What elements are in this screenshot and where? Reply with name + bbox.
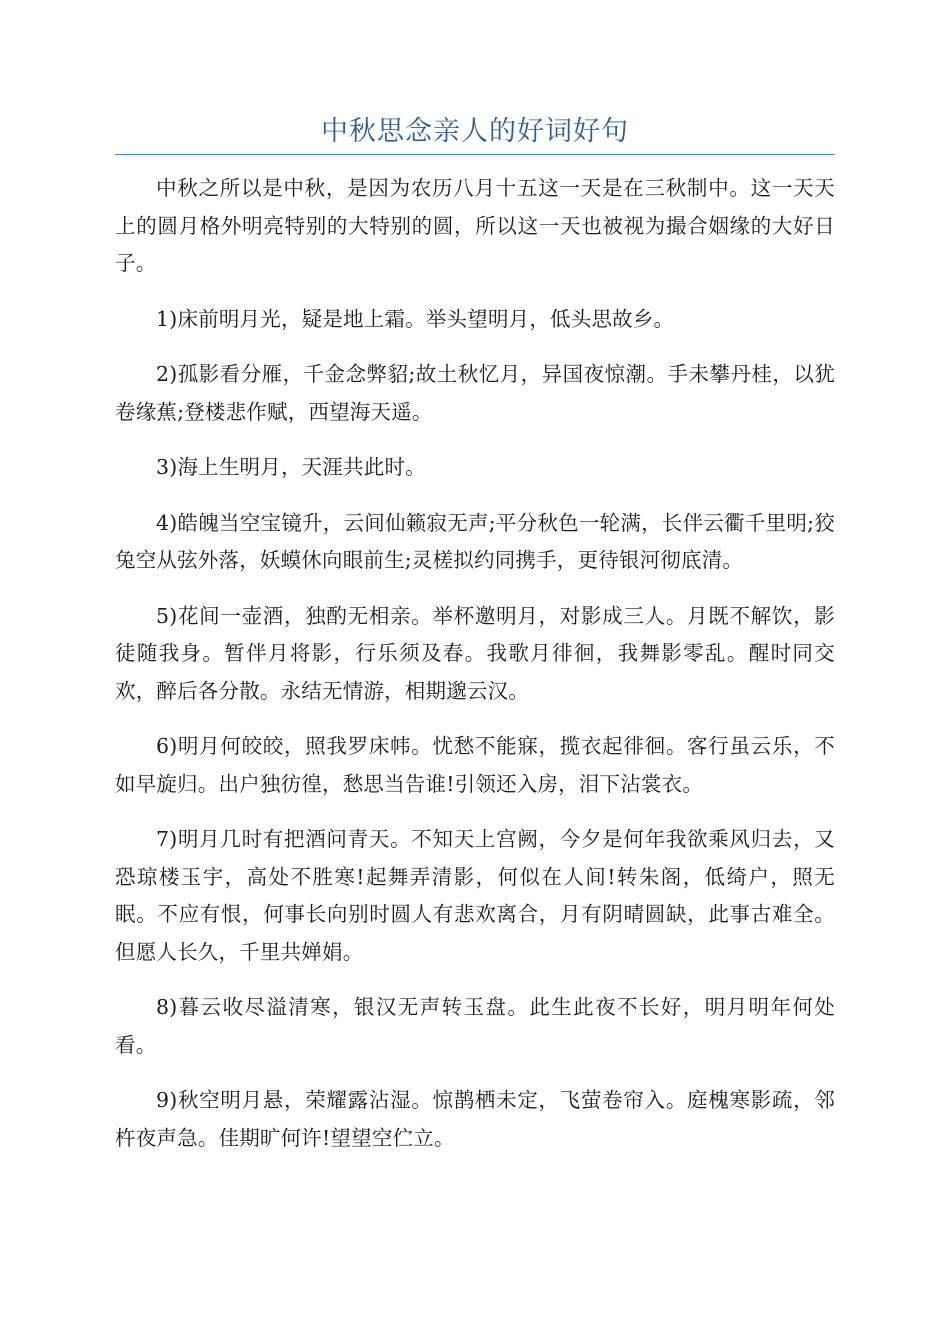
poem-paragraph-1: 1)床前明月光，疑是地上霜。举头望明月，低头思故乡。 (156, 306, 675, 331)
poem-paragraph-4: 4)皓魄当空宝镜升，云间仙籁寂无声;平分秋色一轮满，长伴云衢千里明;狡兔空从弦外落，妖蟆休向眼前生;灵槎拟约同携手，更待银河彻底清。 (115, 510, 835, 572)
intro-paragraph: 中秋之所以是中秋，是因为农历八月十五这一天是在三秋制中。这一天天上的圆月格外明亮特别的大特别的圆，所以这一天也被视为撮合姻缘的大好日子。 (115, 176, 835, 275)
poem-paragraph-3: 3)海上生明月，天涯共此时。 (156, 455, 426, 479)
title-underline (115, 154, 835, 155)
poem-paragraph-9: 9)秋空明月悬，荣耀露沾湿。惊鹊栖未定，飞萤卷帘入。庭槐寒影疏，邻杵夜声急。佳期旷何许!望望空伫立。 (115, 1088, 835, 1150)
document-body (115, 170, 835, 1175)
poem-paragraph-8: 8)暮云收尽溢清寒，银汉无声转玉盘。此生此夜不长好，明月明年何处看。 (115, 995, 835, 1057)
poem-paragraph-7: 7)明月几时有把酒问青天。不知天上宫阙，今夕是何年我欲乘风归去，又恐琼楼玉宇，高处不胜寒!起舞弄清影，何似在人间!转朱阁，低绮户，照无眠。不应有恨，何事长向别时圆人有悲欢离合，月有阴晴圆缺，此事古难全。但愿人长久，千里共婵娟。 (115, 827, 835, 964)
page-title: 中秋思念亲人的好词好句 (321, 116, 629, 147)
poem-paragraph-6: 6)明月何皎皎，照我罗床帏。忧愁不能寐，揽衣起徘徊。客行虽云乐，不如早旋归。出户独彷徨，愁思当告谁!引领还入房，泪下沾裳衣。 (115, 734, 835, 796)
poem-paragraph-5: 5)花间一壶酒，独酌无相亲。举杯邀明月，对影成三人。月既不解饮，影徒随我身。暂伴月将影，行乐须及春。我歌月徘徊，我舞影零乱。醒时同交欢，醉后各分散。永结无情游，相期邈云汉。 (115, 603, 835, 703)
poem-paragraph-2: 2)孤影看分雁，千金念弊貂;故土秋忆月，异国夜惊潮。手未攀丹桂，以犹卷缘蕉;登楼悲作赋，西望海天遥。 (115, 362, 835, 424)
